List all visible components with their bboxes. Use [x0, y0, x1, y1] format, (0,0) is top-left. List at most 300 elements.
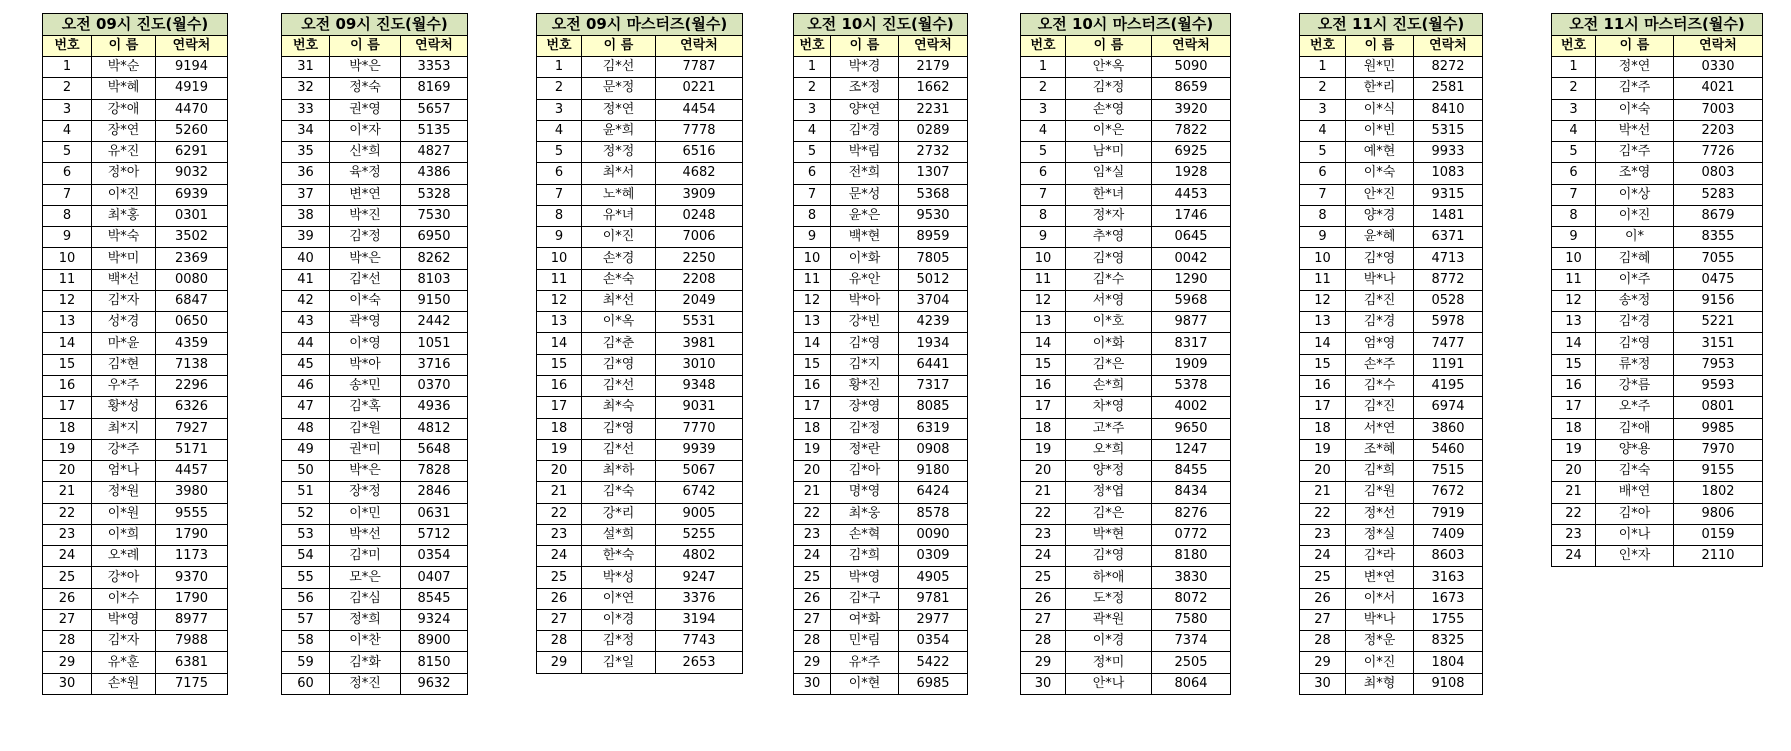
phone-cell: 9155: [1674, 461, 1763, 482]
phone-cell: 8325: [1414, 631, 1483, 652]
schedule-table-11am-progress: [1299, 13, 1483, 695]
name-cell: 김*원: [1346, 482, 1414, 503]
name-cell: 안*진: [1346, 184, 1414, 205]
phone-cell: 7055: [1674, 248, 1763, 269]
name-cell: 김*심: [330, 588, 401, 609]
phone-cell: 8272: [1414, 57, 1483, 78]
row-number-cell: 22: [794, 503, 831, 524]
phone-cell: 0354: [401, 546, 468, 567]
row-number-cell: 24: [1300, 546, 1346, 567]
column-header-name: 이 름: [92, 36, 156, 57]
name-cell: 김*영: [1066, 248, 1152, 269]
phone-cell: 3010: [656, 354, 743, 375]
row-number-cell: 23: [1552, 524, 1596, 545]
table-row: [1552, 99, 1763, 120]
table-row: [282, 184, 468, 205]
phone-cell: 8578: [899, 503, 968, 524]
name-cell: 정*미: [1066, 652, 1152, 673]
name-cell: 김*희: [1346, 461, 1414, 482]
table-row: [1021, 163, 1231, 184]
row-number-cell: 19: [537, 439, 582, 460]
row-number-cell: 10: [794, 248, 831, 269]
name-cell: 성*경: [92, 312, 156, 333]
row-number-cell: 12: [794, 290, 831, 311]
row-number-cell: 7: [1300, 184, 1346, 205]
phone-cell: 6291: [156, 142, 228, 163]
table-row: [537, 482, 743, 503]
row-number-cell: 33: [282, 99, 330, 120]
name-cell: 정*진: [330, 673, 401, 694]
row-number-cell: 2: [794, 78, 831, 99]
row-number-cell: 25: [537, 567, 582, 588]
name-cell: 조*정: [831, 78, 899, 99]
row-number-cell: 36: [282, 163, 330, 184]
phone-cell: 3194: [656, 609, 743, 630]
name-cell: 오*례: [92, 546, 156, 567]
phone-cell: 0309: [899, 546, 968, 567]
name-cell: 우*주: [92, 375, 156, 396]
row-number-cell: 2: [537, 78, 582, 99]
name-cell: 변*연: [330, 184, 401, 205]
phone-cell: 3980: [156, 482, 228, 503]
phone-cell: 6847: [156, 290, 228, 311]
name-cell: 조*혜: [1346, 439, 1414, 460]
phone-cell: 7530: [401, 205, 468, 226]
phone-cell: 4470: [156, 99, 228, 120]
name-cell: 명*영: [831, 482, 899, 503]
phone-cell: 9370: [156, 567, 228, 588]
row-number-cell: 25: [794, 567, 831, 588]
row-number-cell: 14: [537, 333, 582, 354]
row-number-cell: 20: [1552, 461, 1596, 482]
column-header-phone: 연락처: [656, 36, 743, 57]
table-body: [1021, 57, 1231, 695]
table-row: [1552, 354, 1763, 375]
table-row: [537, 546, 743, 567]
table-row: [1021, 269, 1231, 290]
table-row: [794, 567, 968, 588]
table-row: [282, 312, 468, 333]
row-number-cell: 30: [1300, 673, 1346, 694]
row-number-cell: 16: [1021, 375, 1066, 396]
name-cell: 양*용: [1596, 439, 1674, 460]
table-title: 오전 10시 마스터즈(월수): [1021, 14, 1231, 36]
phone-cell: 7927: [156, 418, 228, 439]
row-number-cell: 19: [1300, 439, 1346, 460]
phone-cell: 7953: [1674, 354, 1763, 375]
table-row: [1021, 205, 1231, 226]
row-number-cell: 17: [537, 397, 582, 418]
name-cell: 배*연: [1596, 482, 1674, 503]
name-cell: 유*훈: [92, 652, 156, 673]
row-number-cell: 23: [1021, 524, 1066, 545]
phone-cell: 0090: [899, 524, 968, 545]
row-number-cell: 15: [537, 354, 582, 375]
phone-cell: 5328: [401, 184, 468, 205]
row-number-cell: 29: [537, 652, 582, 673]
table-row: [1021, 418, 1231, 439]
table-row: [794, 269, 968, 290]
row-number-cell: 27: [43, 609, 92, 630]
row-number-cell: 10: [1300, 248, 1346, 269]
row-number-cell: 4: [43, 120, 92, 141]
table-row: [794, 652, 968, 673]
phone-cell: 7919: [1414, 503, 1483, 524]
row-number-cell: 7: [537, 184, 582, 205]
table-row: [282, 142, 468, 163]
name-cell: 최*형: [1346, 673, 1414, 694]
table-title: 오전 09시 마스터즈(월수): [537, 14, 743, 36]
row-number-cell: 2: [43, 78, 92, 99]
name-cell: 이*수: [92, 588, 156, 609]
row-number-cell: 4: [1552, 120, 1596, 141]
row-number-cell: 12: [1021, 290, 1066, 311]
table-row: [1300, 205, 1483, 226]
row-number-cell: 26: [1300, 588, 1346, 609]
name-cell: 추*영: [1066, 227, 1152, 248]
table-row: [1300, 609, 1483, 630]
phone-cell: 6985: [899, 673, 968, 694]
row-number-cell: 24: [794, 546, 831, 567]
phone-cell: 0301: [156, 205, 228, 226]
phone-cell: 8455: [1152, 461, 1231, 482]
phone-cell: 6974: [1414, 397, 1483, 418]
table-row: [43, 333, 228, 354]
name-cell: 권*미: [330, 439, 401, 460]
phone-cell: 7726: [1674, 142, 1763, 163]
table-row: [282, 482, 468, 503]
phone-cell: 2653: [656, 652, 743, 673]
row-number-cell: 9: [1021, 227, 1066, 248]
phone-cell: 4386: [401, 163, 468, 184]
name-cell: 윤*희: [582, 120, 656, 141]
name-cell: 원*민: [1346, 57, 1414, 78]
table-row: [794, 418, 968, 439]
table-row: [537, 567, 743, 588]
phone-cell: 1083: [1414, 163, 1483, 184]
table-row: [1300, 503, 1483, 524]
phone-cell: 1746: [1152, 205, 1231, 226]
phone-cell: 9194: [156, 57, 228, 78]
phone-cell: 6441: [899, 354, 968, 375]
phone-cell: 2250: [656, 248, 743, 269]
name-cell: 박*아: [330, 354, 401, 375]
column-header-number: 번호: [282, 36, 330, 57]
column-header-name: 이 름: [831, 36, 899, 57]
table-row: [537, 609, 743, 630]
phone-cell: 9005: [656, 503, 743, 524]
table-row: [43, 248, 228, 269]
phone-cell: 0080: [156, 269, 228, 290]
row-number-cell: 23: [43, 524, 92, 545]
name-cell: 박*현: [1066, 524, 1152, 545]
name-cell: 김*혹: [330, 397, 401, 418]
phone-cell: 4239: [899, 312, 968, 333]
row-number-cell: 42: [282, 290, 330, 311]
row-number-cell: 1: [537, 57, 582, 78]
row-number-cell: 7: [1552, 184, 1596, 205]
row-number-cell: 20: [1300, 461, 1346, 482]
phone-cell: 9781: [899, 588, 968, 609]
phone-cell: 7317: [899, 375, 968, 396]
name-cell: 최*선: [582, 290, 656, 311]
name-cell: 이*진: [92, 184, 156, 205]
table-row: [1021, 375, 1231, 396]
name-cell: 박*림: [831, 142, 899, 163]
name-cell: 모*은: [330, 567, 401, 588]
row-number-cell: 28: [794, 631, 831, 652]
name-cell: 이*식: [1346, 99, 1414, 120]
row-number-cell: 4: [794, 120, 831, 141]
phone-cell: 6950: [401, 227, 468, 248]
table-row: [537, 120, 743, 141]
name-cell: 박*나: [1346, 269, 1414, 290]
phone-cell: 5657: [401, 99, 468, 120]
name-cell: 하*애: [1066, 567, 1152, 588]
table-row: [1021, 673, 1231, 694]
table-row: [282, 503, 468, 524]
phone-cell: 8603: [1414, 546, 1483, 567]
phone-cell: 7787: [656, 57, 743, 78]
phone-cell: 1804: [1414, 652, 1483, 673]
phone-cell: 2581: [1414, 78, 1483, 99]
phone-cell: 1673: [1414, 588, 1483, 609]
name-cell: 윤*은: [831, 205, 899, 226]
name-cell: 정*란: [831, 439, 899, 460]
table-row: [1300, 248, 1483, 269]
name-cell: 도*정: [1066, 588, 1152, 609]
table-row: [1300, 142, 1483, 163]
name-cell: 이*진: [582, 227, 656, 248]
name-cell: 윤*혜: [1346, 227, 1414, 248]
row-number-cell: 26: [537, 588, 582, 609]
name-cell: 한*녀: [1066, 184, 1152, 205]
row-number-cell: 24: [1021, 546, 1066, 567]
phone-cell: 7515: [1414, 461, 1483, 482]
name-cell: 황*성: [92, 397, 156, 418]
table-row: [537, 99, 743, 120]
row-number-cell: 56: [282, 588, 330, 609]
name-cell: 김*혜: [1596, 248, 1674, 269]
phone-cell: 9156: [1674, 290, 1763, 311]
phone-cell: 1934: [899, 333, 968, 354]
table-row: [1300, 120, 1483, 141]
row-number-cell: 14: [794, 333, 831, 354]
table-title: 오전 09시 진도(월수): [43, 14, 228, 36]
table-row: [1300, 524, 1483, 545]
row-number-cell: 21: [1552, 482, 1596, 503]
row-number-cell: 24: [1552, 546, 1596, 567]
phone-cell: 4827: [401, 142, 468, 163]
phone-cell: 4802: [656, 546, 743, 567]
phone-cell: 8064: [1152, 673, 1231, 694]
phone-cell: 1909: [1152, 354, 1231, 375]
name-cell: 설*희: [582, 524, 656, 545]
phone-cell: 8355: [1674, 227, 1763, 248]
phone-cell: 1928: [1152, 163, 1231, 184]
row-number-cell: 6: [1021, 163, 1066, 184]
phone-cell: 7743: [656, 631, 743, 652]
phone-cell: 2231: [899, 99, 968, 120]
table-row: [282, 57, 468, 78]
phone-cell: 3830: [1152, 567, 1231, 588]
name-cell: 양*연: [831, 99, 899, 120]
table-row: [1552, 439, 1763, 460]
name-cell: 김*영: [831, 333, 899, 354]
name-cell: 김*은: [1066, 354, 1152, 375]
phone-cell: 8072: [1152, 588, 1231, 609]
phone-cell: 7138: [156, 354, 228, 375]
name-cell: 김*주: [1596, 142, 1674, 163]
name-cell: 이*영: [330, 333, 401, 354]
phone-cell: 8659: [1152, 78, 1231, 99]
name-cell: 김*일: [582, 652, 656, 673]
row-number-cell: 25: [43, 567, 92, 588]
table-row: [537, 397, 743, 418]
phone-cell: 0772: [1152, 524, 1231, 545]
phone-cell: 8900: [401, 631, 468, 652]
name-cell: 유*안: [831, 269, 899, 290]
row-number-cell: 1: [1552, 57, 1596, 78]
table-body: [43, 57, 228, 695]
table-row: [794, 461, 968, 482]
phone-cell: 5422: [899, 652, 968, 673]
phone-cell: 5221: [1674, 312, 1763, 333]
name-cell: 안*옥: [1066, 57, 1152, 78]
table-row: [282, 163, 468, 184]
phone-cell: 5012: [899, 269, 968, 290]
phone-cell: 9247: [656, 567, 743, 588]
table-row: [1021, 546, 1231, 567]
table-row: [794, 439, 968, 460]
row-number-cell: 27: [1300, 609, 1346, 630]
name-cell: 이*주: [1596, 269, 1674, 290]
row-number-cell: 35: [282, 142, 330, 163]
table-row: [1300, 673, 1483, 694]
phone-cell: 3376: [656, 588, 743, 609]
table-row: [43, 439, 228, 460]
phone-cell: 4812: [401, 418, 468, 439]
row-number-cell: 20: [43, 461, 92, 482]
table-row: [1021, 290, 1231, 311]
table-row: [794, 57, 968, 78]
phone-cell: 3920: [1152, 99, 1231, 120]
table-row: [43, 397, 228, 418]
row-number-cell: 22: [1021, 503, 1066, 524]
schedule-table-9am-progress-2: [281, 13, 468, 695]
table-row: [1021, 57, 1231, 78]
table-row: [43, 588, 228, 609]
table-row: [43, 609, 228, 630]
name-cell: 최*서: [582, 163, 656, 184]
table-row: [1300, 333, 1483, 354]
phone-cell: 1173: [156, 546, 228, 567]
table-row: [1300, 482, 1483, 503]
name-cell: 김*희: [831, 546, 899, 567]
row-number-cell: 26: [43, 588, 92, 609]
row-number-cell: 11: [1552, 269, 1596, 290]
table-row: [43, 142, 228, 163]
phone-cell: 9031: [656, 397, 743, 418]
name-cell: 장*영: [831, 397, 899, 418]
name-cell: 이*은: [1066, 120, 1152, 141]
table-row: [1552, 546, 1763, 567]
name-cell: 손*원: [92, 673, 156, 694]
column-header-name: 이 름: [582, 36, 656, 57]
name-cell: 여*화: [831, 609, 899, 630]
row-number-cell: 29: [1300, 652, 1346, 673]
row-number-cell: 8: [1552, 205, 1596, 226]
name-cell: 김*진: [1346, 290, 1414, 311]
table-row: [1552, 57, 1763, 78]
name-cell: 이*진: [1346, 652, 1414, 673]
table-row: [1552, 120, 1763, 141]
schedule-table-11am-masters: [1551, 13, 1763, 567]
table-row: [1300, 439, 1483, 460]
phone-cell: 0645: [1152, 227, 1231, 248]
row-number-cell: 13: [794, 312, 831, 333]
name-cell: 김*자: [92, 631, 156, 652]
table-row: [1300, 375, 1483, 396]
phone-cell: 4453: [1152, 184, 1231, 205]
name-cell: 박*미: [92, 248, 156, 269]
table-body: [537, 57, 743, 674]
name-cell: 최*지: [92, 418, 156, 439]
table-row: [1552, 227, 1763, 248]
phone-cell: 4682: [656, 163, 743, 184]
phone-cell: 9348: [656, 375, 743, 396]
name-cell: 이*서: [1346, 588, 1414, 609]
name-cell: 이*숙: [1596, 99, 1674, 120]
row-number-cell: 54: [282, 546, 330, 567]
row-number-cell: 21: [794, 482, 831, 503]
name-cell: 정*자: [1066, 205, 1152, 226]
row-number-cell: 11: [537, 269, 582, 290]
table-row: [282, 439, 468, 460]
row-number-cell: 3: [1021, 99, 1066, 120]
phone-cell: 1191: [1414, 354, 1483, 375]
table-row: [43, 120, 228, 141]
name-cell: 박*경: [831, 57, 899, 78]
table-row: [537, 142, 743, 163]
row-number-cell: 1: [1021, 57, 1066, 78]
name-cell: 박*선: [330, 524, 401, 545]
name-cell: 김*정: [330, 227, 401, 248]
table-row: [1552, 333, 1763, 354]
table-row: [1552, 503, 1763, 524]
phone-cell: 6326: [156, 397, 228, 418]
row-number-cell: 22: [537, 503, 582, 524]
name-cell: 손*주: [1346, 354, 1414, 375]
table-row: [1300, 631, 1483, 652]
name-cell: 박*나: [1346, 609, 1414, 630]
row-number-cell: 16: [43, 375, 92, 396]
row-number-cell: 28: [43, 631, 92, 652]
table-row: [1021, 567, 1231, 588]
table-row: [537, 652, 743, 673]
phone-cell: 1481: [1414, 205, 1483, 226]
name-cell: 손*숙: [582, 269, 656, 290]
row-number-cell: 13: [1300, 312, 1346, 333]
phone-cell: 9985: [1674, 418, 1763, 439]
name-cell: 곽*영: [330, 312, 401, 333]
row-number-cell: 6: [537, 163, 582, 184]
row-number-cell: 6: [1552, 163, 1596, 184]
column-header-name: 이 름: [1066, 36, 1152, 57]
table-row: [1300, 567, 1483, 588]
phone-cell: 3502: [156, 227, 228, 248]
phone-cell: 8085: [899, 397, 968, 418]
